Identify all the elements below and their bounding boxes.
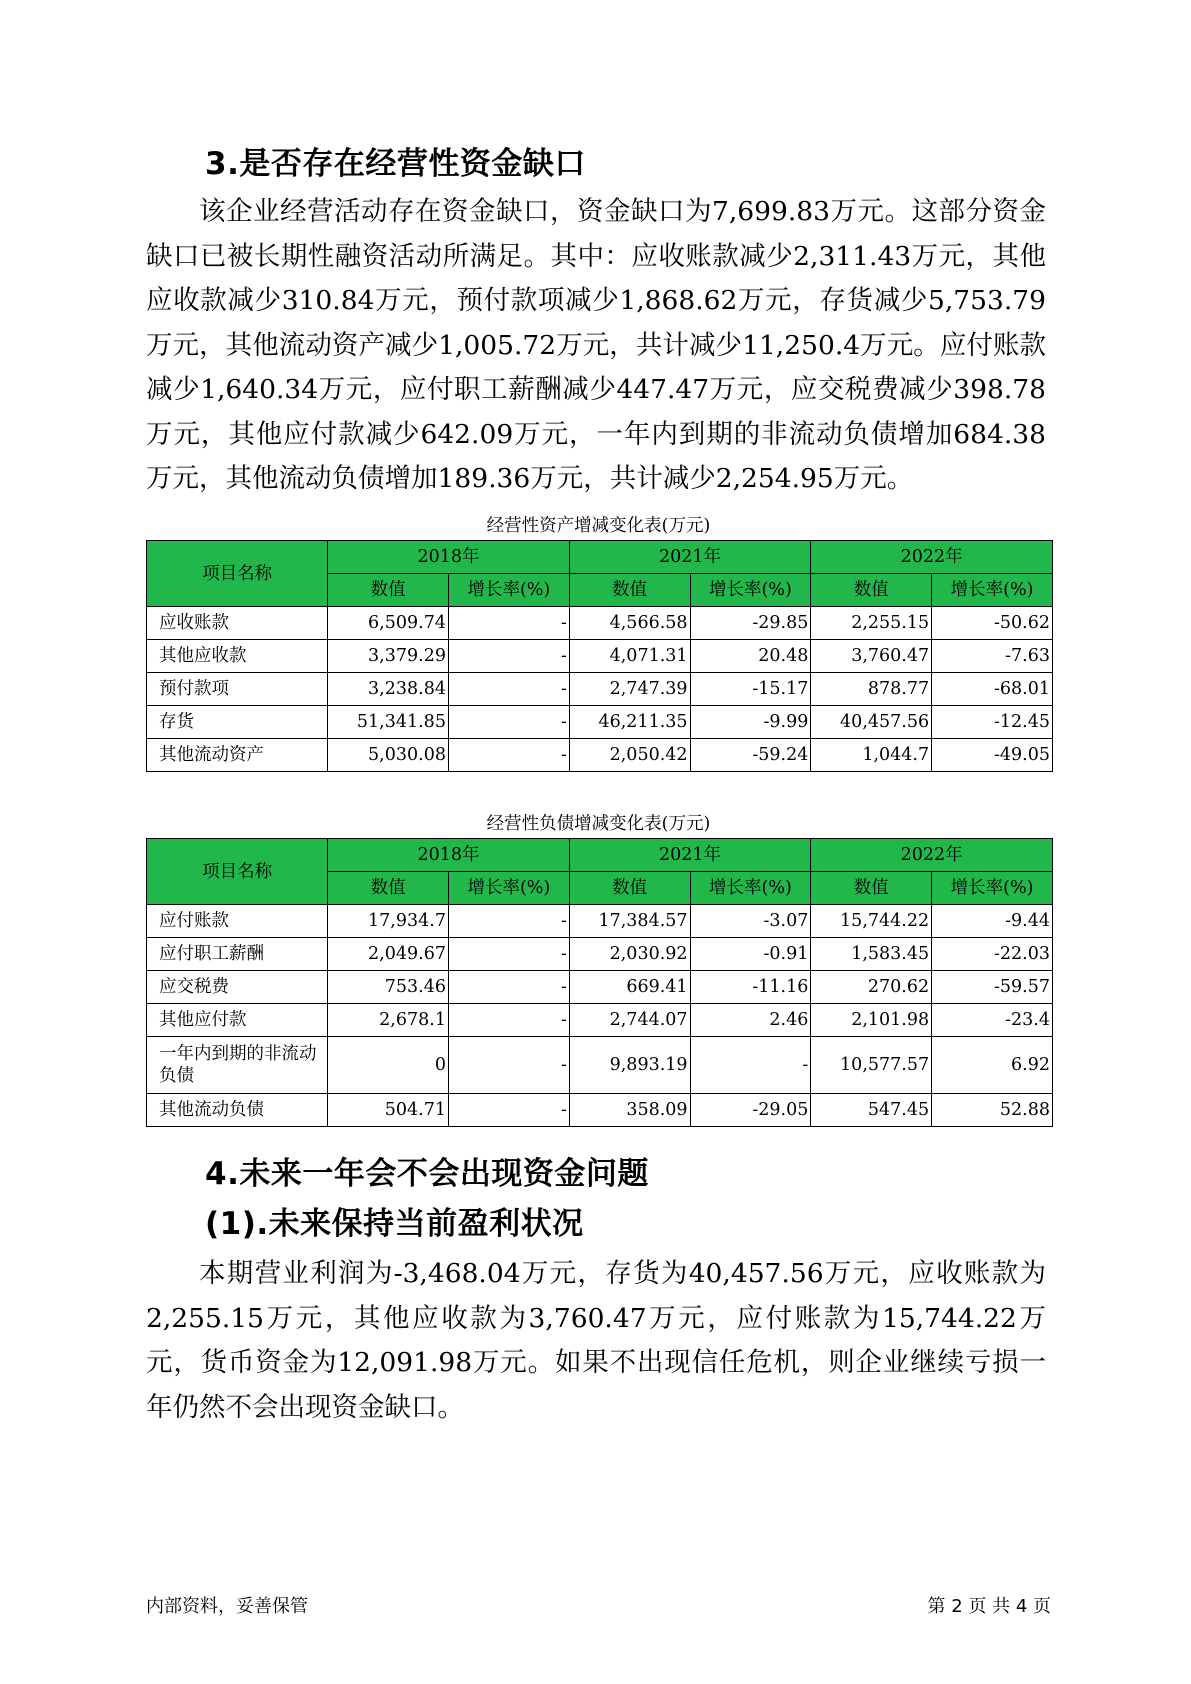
assets-year-header: 2018年 (328, 541, 570, 574)
growth-rate-cell: - (448, 673, 569, 706)
growth-rate-cell: -59.57 (932, 971, 1053, 1004)
liabilities-item-header: 项目名称 (147, 839, 328, 905)
value-cell: 3,760.47 (811, 640, 932, 673)
growth-rate-cell: -29.05 (690, 1094, 811, 1127)
table-row (147, 905, 1053, 938)
growth-rate-cell: -0.91 (690, 938, 811, 971)
value-cell: 9,893.19 (569, 1037, 690, 1094)
growth-rate-cell: -49.05 (932, 739, 1053, 772)
footer-confidential-note: 内部资料，妥善保管 (146, 1596, 308, 1617)
value-cell: 51,341.85 (328, 706, 449, 739)
liabilities-year-header: 2022年 (811, 839, 1053, 872)
assets-year-header: 2022年 (811, 541, 1053, 574)
growth-rate-cell: - (448, 938, 569, 971)
value-cell: 2,049.67 (328, 938, 449, 971)
liabilities-value-header: 数值 (328, 872, 449, 905)
growth-rate-cell: -12.45 (932, 706, 1053, 739)
assets-rate-header: 增长率(%) (690, 574, 811, 607)
table-row (147, 673, 1053, 706)
value-cell: 40,457.56 (811, 706, 932, 739)
section-4-paragraph: 本期营业利润为-3,468.04万元，存货为40,457.56万元，应收账款为2,255.15万元，其他应收款为3,760.47万元，应付账款为15,744.22万元，货币资金为12,091.98万元。如果不出现信任危机，则企业继续亏损一年仍然不会出现资金缺口。 (146, 1258, 1046, 1423)
growth-rate-cell: - (448, 607, 569, 640)
value-cell: 878.77 (811, 673, 932, 706)
row-item-name: 应交税费 (147, 971, 328, 1004)
assets-value-header: 数值 (328, 574, 449, 607)
liabilities-rate-header: 增长率(%) (690, 872, 811, 905)
value-cell: 2,747.39 (569, 673, 690, 706)
liabilities-year-header: 2018年 (328, 839, 570, 872)
growth-rate-cell: -50.62 (932, 607, 1053, 640)
liabilities-value-header: 数值 (811, 872, 932, 905)
growth-rate-cell: - (448, 1094, 569, 1127)
growth-rate-cell: 52.88 (932, 1094, 1053, 1127)
assets-rate-header: 增长率(%) (932, 574, 1053, 607)
assets-table-caption: 经营性资产增减变化表(万元) (486, 516, 711, 536)
value-cell: 2,744.07 (569, 1004, 690, 1037)
row-item-name: 应收账款 (147, 607, 328, 640)
value-cell: 2,255.15 (811, 607, 932, 640)
growth-rate-cell: -23.4 (932, 1004, 1053, 1037)
value-cell: 270.62 (811, 971, 932, 1004)
value-cell: 10,577.57 (811, 1037, 932, 1094)
table-row (147, 607, 1053, 640)
value-cell: 15,744.22 (811, 905, 932, 938)
row-item-name: 应付职工薪酬 (147, 938, 328, 971)
growth-rate-cell: -15.17 (690, 673, 811, 706)
growth-rate-cell: 6.92 (932, 1037, 1053, 1094)
row-item-name: 其他应收款 (147, 640, 328, 673)
table-row (147, 739, 1053, 772)
growth-rate-cell: -29.85 (690, 607, 811, 640)
value-cell: 46,211.35 (569, 706, 690, 739)
row-item-name: 其他流动资产 (147, 739, 328, 772)
growth-rate-cell: -7.63 (932, 640, 1053, 673)
growth-rate-cell: -9.99 (690, 706, 811, 739)
value-cell: 358.09 (569, 1094, 690, 1127)
value-cell: 2,030.92 (569, 938, 690, 971)
value-cell: 1,044.7 (811, 739, 932, 772)
assets-table-body (147, 607, 1053, 772)
value-cell: 17,934.7 (328, 905, 449, 938)
section-4-heading: 4.未来一年会不会出现资金问题 (205, 1156, 649, 1192)
growth-rate-cell: -3.07 (690, 905, 811, 938)
table-row (147, 938, 1053, 971)
value-cell: 3,238.84 (328, 673, 449, 706)
growth-rate-cell: -68.01 (932, 673, 1053, 706)
growth-rate-cell: - (448, 905, 569, 938)
assets-rate-header: 增长率(%) (448, 574, 569, 607)
liabilities-value-header: 数值 (569, 872, 690, 905)
growth-rate-cell: 2.46 (690, 1004, 811, 1037)
value-cell: 3,379.29 (328, 640, 449, 673)
growth-rate-cell: - (448, 1037, 569, 1094)
table-row (147, 640, 1053, 673)
value-cell: 504.71 (328, 1094, 449, 1127)
value-cell: 6,509.74 (328, 607, 449, 640)
row-item-name: 存货 (147, 706, 328, 739)
table-row (147, 706, 1053, 739)
value-cell: 5,030.08 (328, 739, 449, 772)
row-item-name: 预付款项 (147, 673, 328, 706)
value-cell: 753.46 (328, 971, 449, 1004)
assets-value-header: 数值 (569, 574, 690, 607)
value-cell: 2,678.1 (328, 1004, 449, 1037)
table-row (147, 971, 1053, 1004)
section-3-paragraph: 该企业经营活动存在资金缺口，资金缺口为7,699.83万元。这部分资金缺口已被长期性融资活动所满足。其中：应收账款减少2,311.43万元，其他应收款减少310.84万元，预付款项减少1,868.62万元，存货减少5,753.79万元，其他流动资产减少1,005.72万元，共计减少11,250.4万元。应付账款减少1,640.34万元，应付职工薪酬减少447.47万元，应交税费减少398.78万元，其他应付款减少642.09万元，一年内到期的非流动负债增加684.38万元，其他流动负债增加189.36万元，共计减少2,254.95万元。 (146, 196, 1046, 494)
liabilities-rate-header: 增长率(%) (448, 872, 569, 905)
liabilities-rate-header: 增长率(%) (932, 872, 1053, 905)
table-row (147, 1094, 1053, 1127)
row-item-name: 其他应付款 (147, 1004, 328, 1037)
assets-item-header: 项目名称 (147, 541, 328, 607)
section-4-subheading: (1).未来保持当前盈利状况 (205, 1206, 584, 1242)
growth-rate-cell: -9.44 (932, 905, 1053, 938)
value-cell: 2,050.42 (569, 739, 690, 772)
growth-rate-cell: - (448, 1004, 569, 1037)
liabilities-table-caption: 经营性负债增减变化表(万元) (486, 814, 711, 834)
value-cell: 547.45 (811, 1094, 932, 1127)
assets-table (146, 540, 1053, 772)
growth-rate-cell: - (448, 971, 569, 1004)
growth-rate-cell: - (690, 1037, 811, 1094)
liabilities-table-body (147, 905, 1053, 1127)
value-cell: 2,101.98 (811, 1004, 932, 1037)
growth-rate-cell: - (448, 706, 569, 739)
value-cell: 669.41 (569, 971, 690, 1004)
table-row (147, 1004, 1053, 1037)
liabilities-table (146, 838, 1053, 1127)
row-item-name: 其他流动负债 (147, 1094, 328, 1127)
value-cell: 4,071.31 (569, 640, 690, 673)
growth-rate-cell: -11.16 (690, 971, 811, 1004)
row-item-name: 应付账款 (147, 905, 328, 938)
assets-year-header: 2021年 (569, 541, 811, 574)
value-cell: 0 (328, 1037, 449, 1094)
value-cell: 1,583.45 (811, 938, 932, 971)
growth-rate-cell: -59.24 (690, 739, 811, 772)
assets-value-header: 数值 (811, 574, 932, 607)
growth-rate-cell: - (448, 640, 569, 673)
growth-rate-cell: -22.03 (932, 938, 1053, 971)
value-cell: 4,566.58 (569, 607, 690, 640)
table-row (147, 1037, 1053, 1094)
growth-rate-cell: 20.48 (690, 640, 811, 673)
footer-page-number: 第 2 页 共 4 页 (927, 1596, 1051, 1617)
growth-rate-cell: - (448, 739, 569, 772)
value-cell: 17,384.57 (569, 905, 690, 938)
liabilities-year-header: 2021年 (569, 839, 811, 872)
row-item-name: 一年内到期的非流动负债 (147, 1037, 328, 1094)
section-3-heading: 3.是否存在经营性资金缺口 (205, 146, 586, 182)
